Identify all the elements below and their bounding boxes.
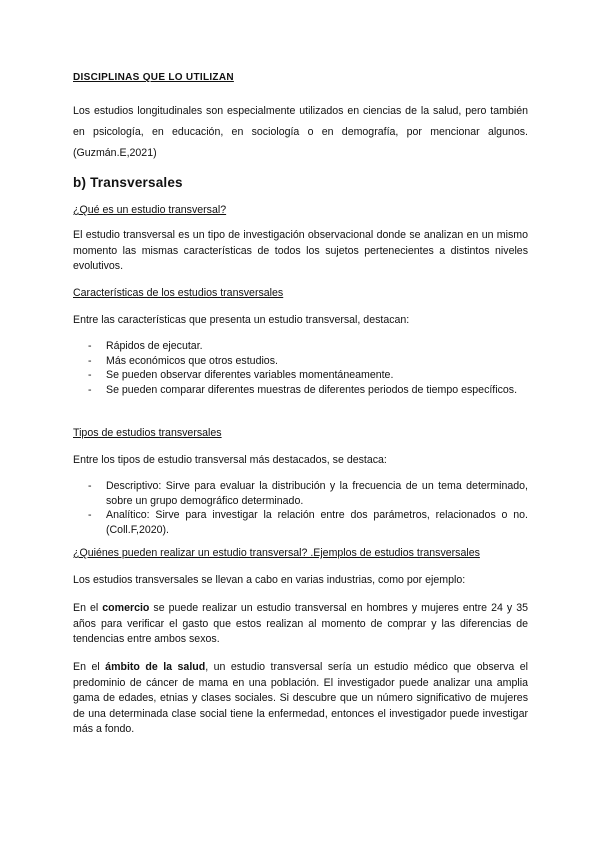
list-item-text: Más económicos que otros estudios. (106, 354, 278, 367)
list-item-text: Se pueden observar diferentes variables momentáneamente. (106, 369, 394, 382)
subheading-que-es: ¿Qué es un estudio transversal? (73, 204, 227, 216)
bullet-dash-icon: - (88, 480, 92, 492)
subheading-caracteristicas: Características de los estudios transversales (73, 287, 284, 299)
example-salud-paragraph (73, 660, 528, 738)
list-item (73, 383, 528, 398)
subheading-quienes: ¿Quiénes pueden realizar un estudio transversal? .Ejemplos de estudios transversales (73, 547, 480, 559)
bullet-dash-icon: - (88, 354, 92, 367)
bullet-dash-icon: - (88, 340, 92, 352)
bullet-dash-icon: - (88, 369, 92, 382)
list-item (73, 479, 528, 508)
definition-paragraph: El estudio transversal es un tipo de investigación observacional donde se analizan en un mismo momento las mismas características de todos los sujetos pertenecientes a distintos niveles evolutivos. (73, 229, 528, 272)
list-item-text: Analítico: Sirve para investigar la relación entre dos parámetros, relacionados o no.(Coll.F,2020). (106, 509, 528, 537)
list-item (73, 354, 528, 369)
example-keyword-salud: ámbito de la salud (105, 661, 206, 673)
example-keyword-comercio: comercio (102, 602, 150, 614)
disciplinas-paragraph: Los estudios longitudinales son especialmente utilizados en ciencias de la salud, pero también en psicología, en educación, en sociología o en demografía, por mencionar algunos.(Guzmán.E,2021) (73, 105, 528, 159)
tipos-list (73, 479, 528, 538)
section-heading-disciplinas: DISCIPLINAS QUE LO UTILIZAN (73, 72, 234, 83)
caracteristicas-intro: Entre las características que presenta un estudio transversal, destacan: (73, 314, 410, 326)
list-item-text: Se pueden comparar diferentes muestras de diferentes periodos de tiempo específicos. (106, 384, 518, 397)
example-prefix: En el (73, 661, 106, 673)
example-body: , un estudio transversal sería un estudio médico que observa el predominio de cáncer de mama en una población. El investigador puede analizar una amplia gama de edades, etnias y clases sociales. Si descubre que un número significativo de mujeres de una determinada clase social tiene la enfermedad, entonces el investigador puede investigar más a fondo. (73, 661, 528, 735)
example-prefix: En el (73, 602, 103, 614)
list-item (73, 508, 528, 537)
list-item (73, 339, 528, 354)
subheading-tipos: Tipos de estudios transversales (73, 427, 222, 439)
heading-transversales: b) Transversales (73, 175, 183, 190)
bullet-dash-icon: - (88, 384, 92, 397)
list-item (73, 368, 528, 383)
example-body: se puede realizar un estudio transversal en hombres y mujeres entre 24 y 35 años para verificar el gasto que estos realizan al momento de comprar y las diferencias de tendencias entre ambos sexos. (73, 602, 529, 645)
list-item-text: Descriptivo: Sirve para evaluar la distribución y la frecuencia de un tema determinado, sobre un grupo demográfico determinado. (106, 480, 528, 507)
bullet-dash-icon: - (88, 509, 92, 522)
list-item-text: Rápidos de ejecutar. (106, 340, 203, 352)
quienes-intro: Los estudios transversales se llevan a cabo en varias industrias, como por ejemplo: (73, 574, 466, 586)
example-comercio-paragraph (73, 601, 528, 648)
caracteristicas-list (73, 339, 528, 398)
tipos-intro: Entre los tipos de estudio transversal más destacados, se destaca: (73, 454, 387, 466)
